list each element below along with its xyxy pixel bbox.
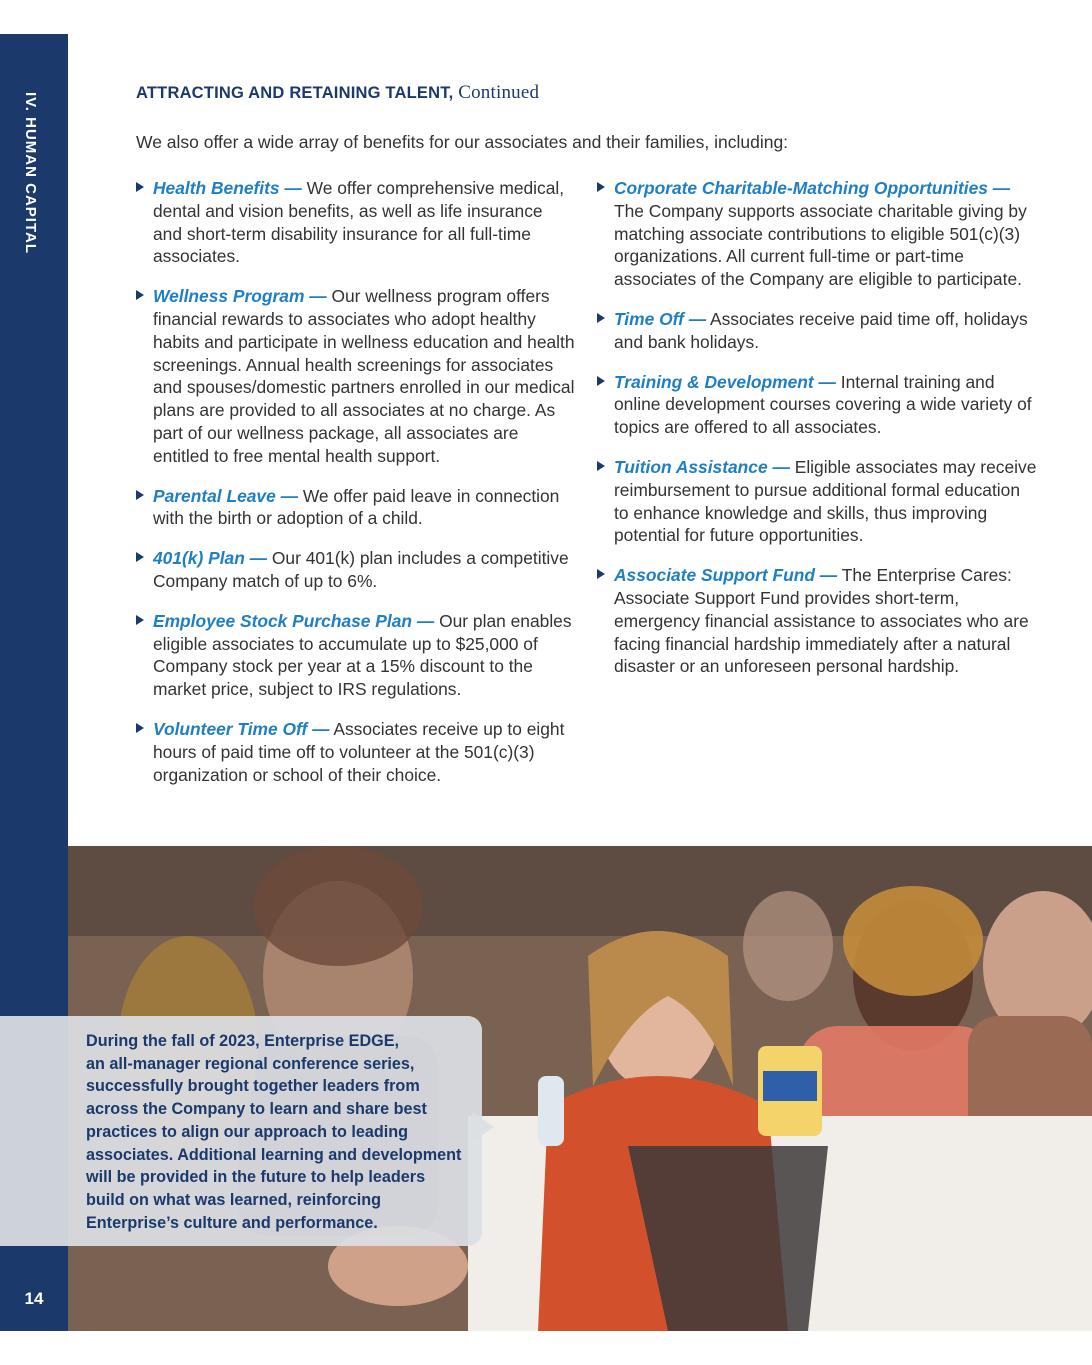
benefit-item xyxy=(136,718,576,786)
benefit-text: Associates receive paid time off, holidays and bank holidays. xyxy=(614,308,1028,352)
benefit-item xyxy=(136,177,576,268)
bullet-arrow-icon xyxy=(597,313,605,323)
bullet-arrow-icon xyxy=(136,615,144,625)
benefit-term: Health Benefits — xyxy=(153,178,302,198)
benefit-term: Volunteer Time Off — xyxy=(153,718,330,739)
page-heading xyxy=(136,82,539,104)
heading-continued: Continued xyxy=(458,82,540,103)
benefit-term: 401(k) Plan — xyxy=(153,548,268,569)
benefit-text: Internal training and online development courses covering a wide variety of topics are offered to all associates. xyxy=(614,371,1032,438)
benefit-term: Associate Support Fund — xyxy=(614,565,838,586)
bullet-arrow-icon xyxy=(136,290,144,300)
benefit-term: Parental Leave — xyxy=(153,485,298,506)
bullet-arrow-icon xyxy=(136,182,144,192)
bullet-arrow-icon xyxy=(597,182,605,192)
bullet-arrow-icon xyxy=(597,569,605,579)
benefit-item xyxy=(136,285,576,467)
bullet-arrow-icon xyxy=(136,723,144,733)
benefit-text: The Enterprise Cares: Associate Support Fund provides short-term, emergency financial assistance to associates who are facing financial hardship immediately after a natural disaster or an unforeseen personal hardship. xyxy=(614,565,1029,677)
benefit-item xyxy=(597,308,1037,354)
benefit-item xyxy=(136,610,576,701)
heading-title: ATTRACTING AND RETAINING TALENT, xyxy=(136,84,454,102)
benefit-text: We offer paid leave in connection with the birth or adoption of a child. xyxy=(153,485,560,529)
bullet-arrow-icon xyxy=(597,461,605,471)
benefit-text: Eligible associates may receive reimbursement to pursue additional formal education to enhance knowledge and skills, thus improving potential for future opportunities. xyxy=(614,456,1037,546)
section-title: IV. HUMAN CAPITAL xyxy=(22,92,39,255)
bullet-arrow-icon xyxy=(136,490,144,500)
benefit-term: Training & Development — xyxy=(614,371,836,392)
benefit-term: Corporate Charitable-Matching Opportunities — xyxy=(614,178,1011,198)
benefit-text: Our plan enables eligible associates to accumulate up to $25,000 of Company stock per year at a 15% discount to the market price, subject to IRS regulations. xyxy=(153,610,572,700)
benefits-list-left xyxy=(136,177,576,803)
benefit-text: We offer comprehensive medical, dental and vision benefits, as well as life insurance and short-term disability insurance for all full-time associates. xyxy=(153,178,565,267)
benefits-list-right xyxy=(597,177,1037,695)
benefit-item xyxy=(597,456,1037,547)
benefit-item xyxy=(597,564,1037,678)
benefit-text: Our wellness program offers financial rewards to associates who adopt healthy habits and participate in wellness education and health screenings. Annual health screenings for associates and spouses/domestic partners enrolled in our medical plans are provided to all associates at no charge. As part of our wellness package, all associates are entitled to free mental health support. xyxy=(153,286,575,466)
benefit-term: Wellness Program — xyxy=(153,286,327,307)
benefit-text: Our 401(k) plan includes a competitive Company match of up to 6%. xyxy=(153,548,569,591)
benefit-term: Time Off — xyxy=(614,308,707,329)
bullet-arrow-icon xyxy=(136,552,144,562)
benefit-term: Employee Stock Purchase Plan — xyxy=(153,610,435,631)
benefit-item xyxy=(136,485,576,531)
benefit-item xyxy=(136,547,576,593)
bullet-arrow-icon xyxy=(597,376,605,386)
photo-caption: During the fall of 2023, Enterprise EDGE, an all-manager regional conference series, successfully brought together leaders from across the Company to learn and share best practices to align our approach to leading associates. Additional learning and development will be provided in the future to help leaders build on what was learned, reinforcing Enterprise’s culture and performance. xyxy=(86,1032,462,1232)
benefit-item xyxy=(597,177,1037,291)
benefit-text: The Company supports associate charitable giving by matching associate contributions to eligible 501(c)(3) organizations. All current full-time or part-time associates of the Company are eligible to participate. xyxy=(614,200,1027,290)
benefit-item xyxy=(597,371,1037,439)
intro-paragraph: We also offer a wide array of benefits for our associates and their families, including: xyxy=(136,132,789,152)
benefit-term: Tuition Assistance — xyxy=(614,456,790,477)
page-number: 14 xyxy=(24,1289,44,1308)
benefit-text: Associates receive up to eight hours of paid time off to volunteer at the 501(c)(3) organization or school of their choice. xyxy=(153,718,565,785)
